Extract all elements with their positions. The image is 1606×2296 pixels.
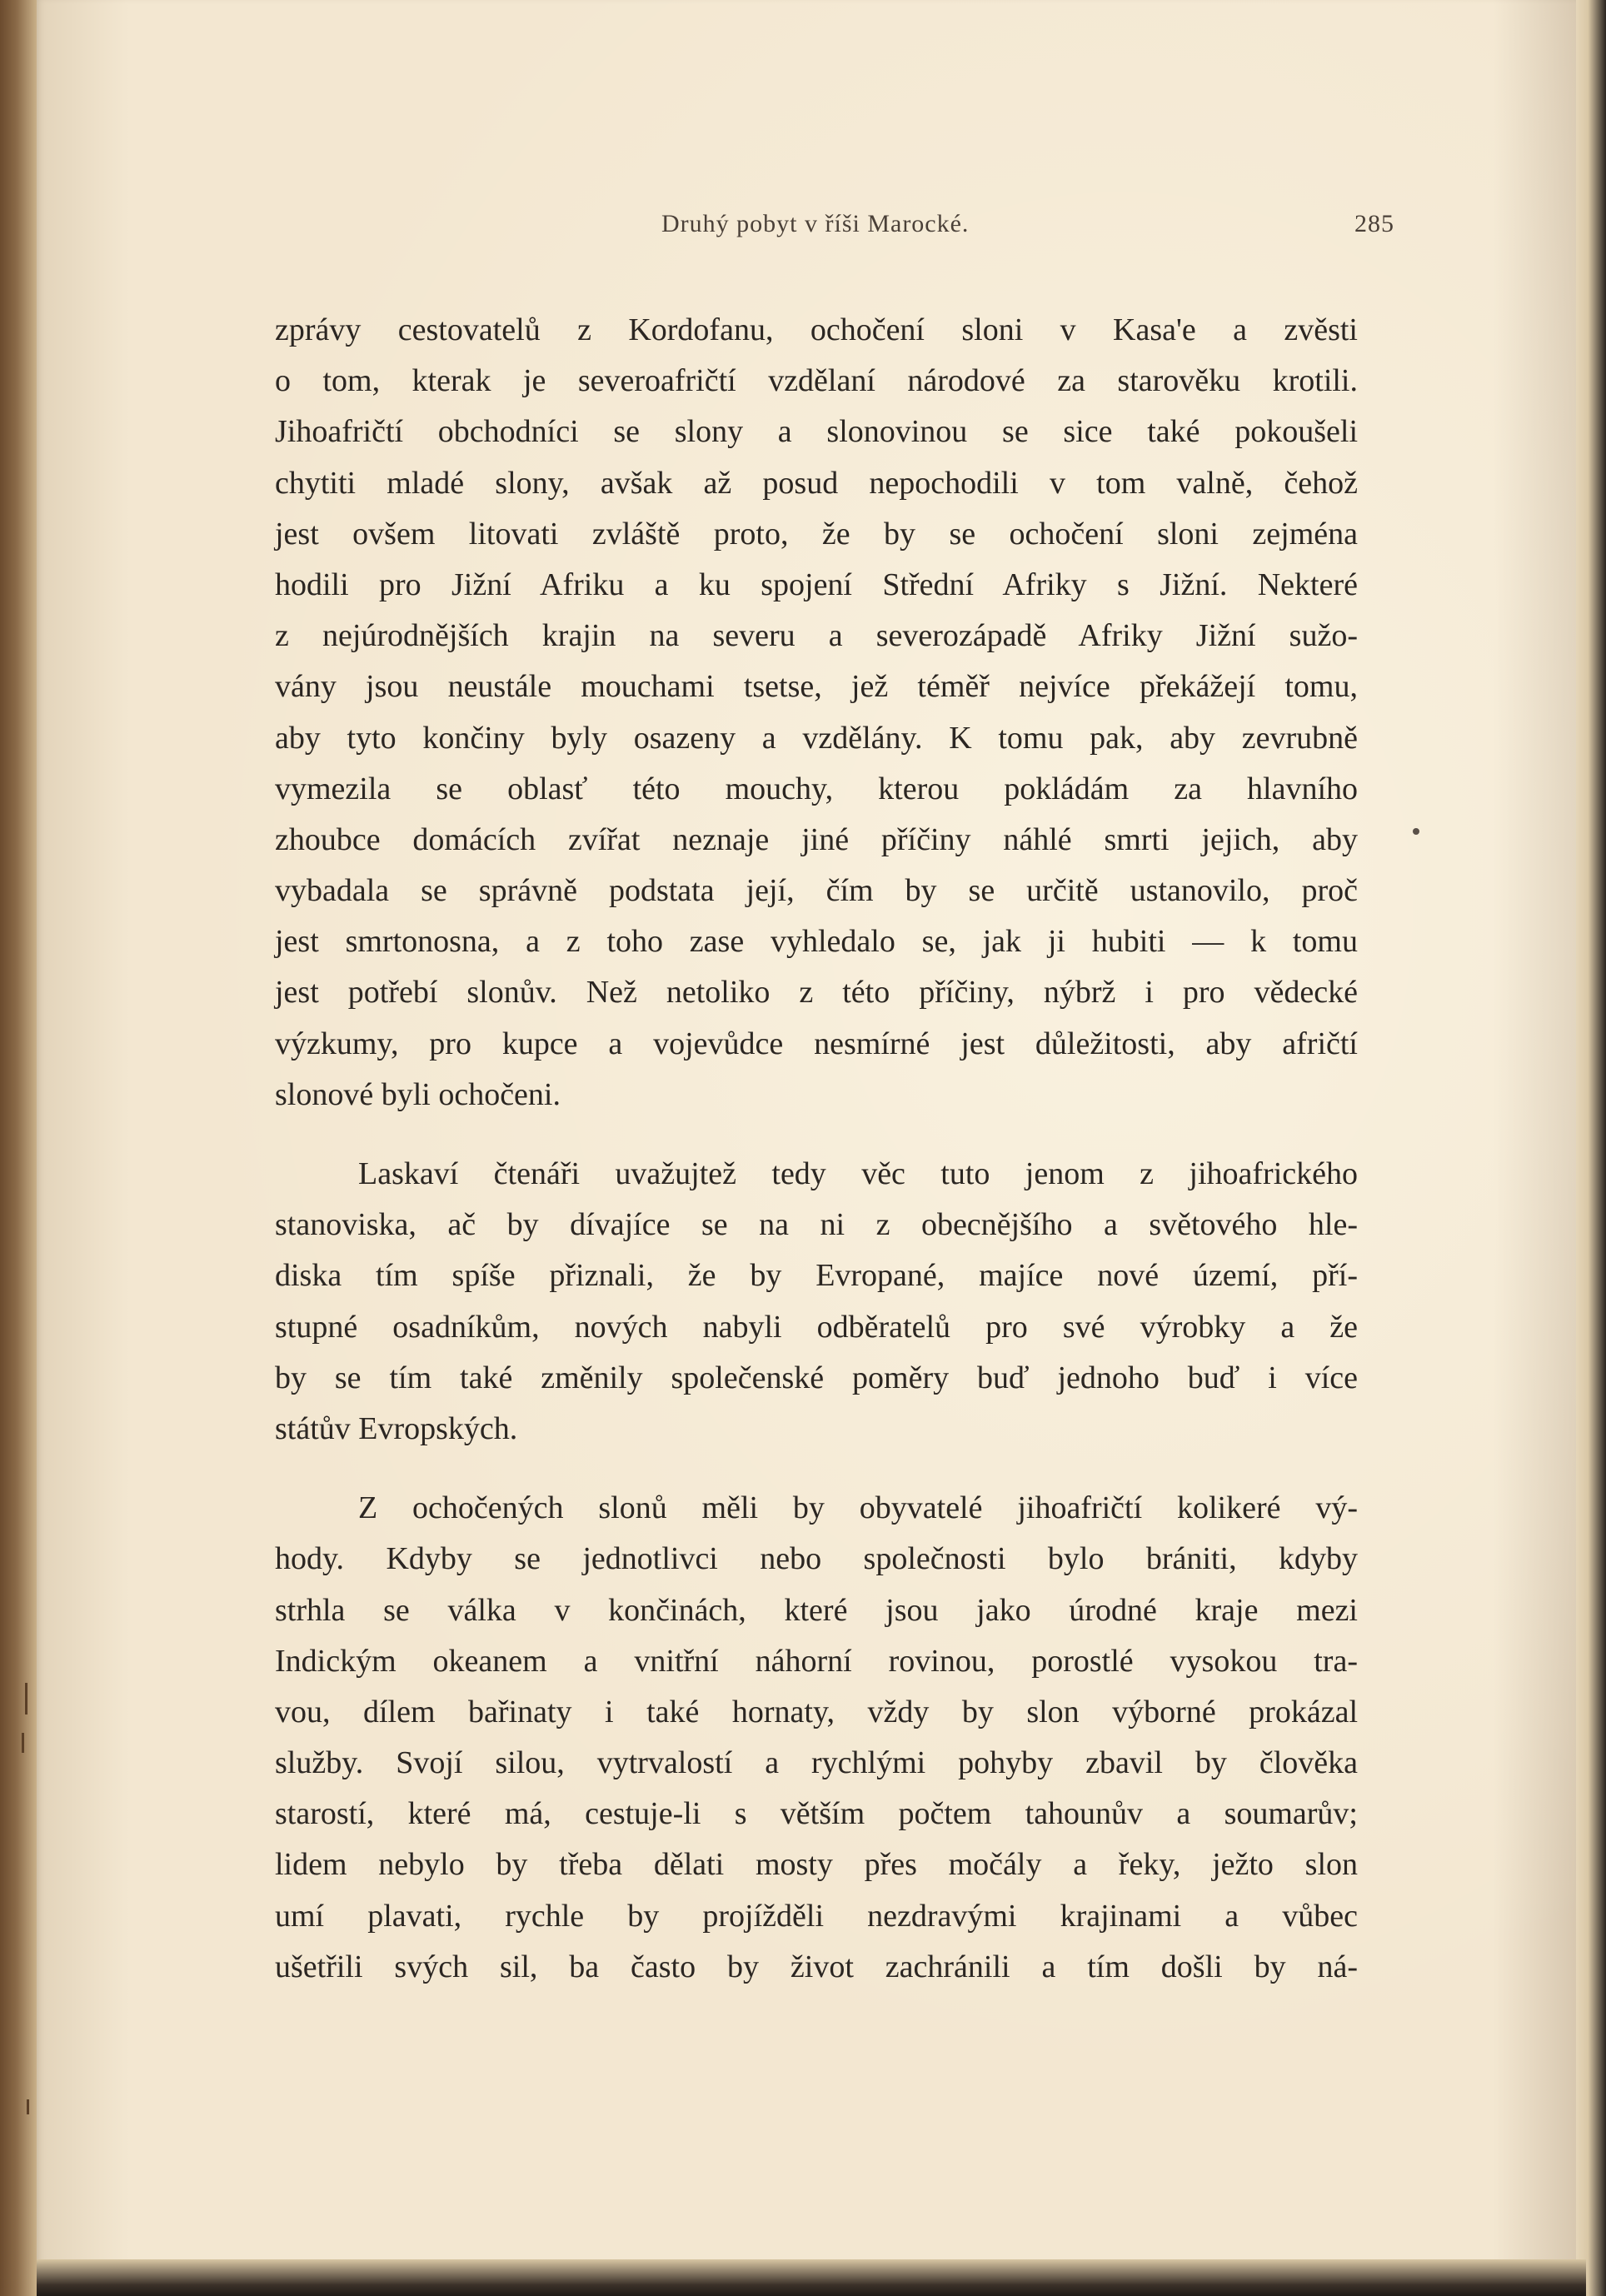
margin-dot-mark: [1413, 828, 1419, 835]
text-line: strhla se válka v končinách, které jsou jako úrodné kraje mezi: [275, 1592, 1358, 1628]
text-line: stupné osadníkům, nových nabyli odběratelů pro své výrobky a že: [275, 1309, 1358, 1345]
text-line: starostí, které má, cestuje-li s větším počtem tahounův a soumarův;: [275, 1796, 1358, 1832]
text-line: by se tím také změnily společenské poměry buď jednoho buď i více: [275, 1360, 1358, 1395]
text-line: Jihoafričtí obchodníci se slony a slonovinou se sice také pokoušeli: [275, 414, 1358, 450]
text-line: Indickým okeanem a vnitřní náhorní rovinou, porostlé vysokou tra-: [275, 1643, 1358, 1679]
text-line: slonové byli ochočeni.: [275, 1076, 561, 1112]
body-text: [275, 305, 1358, 2021]
paragraph: [275, 1483, 1358, 1993]
running-title: Druhý pobyt v říši Marocké.: [661, 210, 970, 237]
text-line: z nejúrodnějších krajin na severu a severozápadě Afriky Jižní sužo-: [275, 618, 1358, 654]
text-line: aby tyto končiny byly osazeny a vzdělány. K tomu pak, aby zevrubně: [275, 720, 1358, 756]
text-line: hodili pro Jižní Afriku a ku spojení Střední Afriky s Jižní. Nekteré: [275, 567, 1358, 602]
text-line: hody. Kdyby se jednotlivci nebo společnosti bylo brániti, kdyby: [275, 1541, 1358, 1577]
spine-tick-mark: [27, 2099, 29, 2114]
text-line: umí plavati, rychle by projížděli nezdravými krajinami a vůbec: [275, 1898, 1358, 1934]
text-line: služby. Svojí silou, vytrvalostí a rychlými pohyby zbavil by člověka: [275, 1745, 1358, 1781]
text-line: chytiti mladé slony, avšak až posud nepochodili v tom valně, čehož: [275, 465, 1358, 501]
text-line: lidem nebylo by třeba dělati mosty přes močály a řeky, ježto slon: [275, 1847, 1358, 1883]
text-line: Laskaví čtenáři uvažujtež tedy věc tuto jenom z jihoafrického: [358, 1156, 1358, 1191]
running-header: [312, 210, 1394, 252]
text-line: vány jsou neustále mouchami tsetse, jež téměř nejvíce překážejí tomu,: [275, 669, 1358, 705]
text-line: o tom, kterak je severoafričtí vzdělaní národové za starověku krotili.: [275, 363, 1358, 399]
page-fore-edge: [1576, 0, 1606, 2296]
page-number: 285: [1354, 210, 1394, 237]
page-bottom-edge: [37, 2259, 1586, 2296]
paragraph: [275, 1149, 1358, 1455]
text-line: jest potřebí slonův. Než netoliko z této příčiny, nýbrž i pro vědecké: [275, 975, 1358, 1011]
text-line: Z ochočených slonů měli by obyvatelé jihoafričtí kolikeré vý-: [358, 1490, 1358, 1526]
paragraph: [275, 305, 1358, 1121]
text-line: vymezila se oblasť této mouchy, kterou pokládám za hlavního: [275, 771, 1358, 806]
text-line: stanoviska, ač by dívajíce se na ni z obecnějšího a světového hle-: [275, 1207, 1358, 1243]
text-line: výzkumy, pro kupce a vojevůdce nesmírné jest důležitosti, aby afričtí: [275, 1026, 1358, 1061]
text-line: zprávy cestovatelů z Kordofanu, ochočení sloni v Kasa'e a zvěsti: [275, 312, 1358, 347]
text-line: ušetřili svých sil, ba často by život zachránili a tím došli by ná-: [275, 1949, 1358, 1984]
text-line: vybadala se správně podstata její, čím by se určitě ustanovilo, proč: [275, 873, 1358, 909]
spine-tick-mark: [22, 1733, 24, 1753]
book-spine: [0, 0, 37, 2296]
text-line: zhoubce domácích zvířat neznaje jiné příčiny náhlé smrti jejich, aby: [275, 821, 1358, 857]
text-line: jest ovšem litovati zvláště proto, že by se ochočení sloni zejména: [275, 516, 1358, 552]
text-line: vou, dílem bařinaty i také hornaty, vždy by slon výborné prokázal: [275, 1694, 1358, 1729]
text-line: diska tím spíše přiznali, že by Evropané, majíce nové území, pří-: [275, 1258, 1358, 1294]
text-line: jest smrtonosna, a z toho zase vyhledalo se, jak ji hubiti — k tomu: [275, 924, 1358, 960]
text-line: státův Evropských.: [275, 1410, 518, 1446]
spine-tick-mark: [25, 1683, 27, 1715]
